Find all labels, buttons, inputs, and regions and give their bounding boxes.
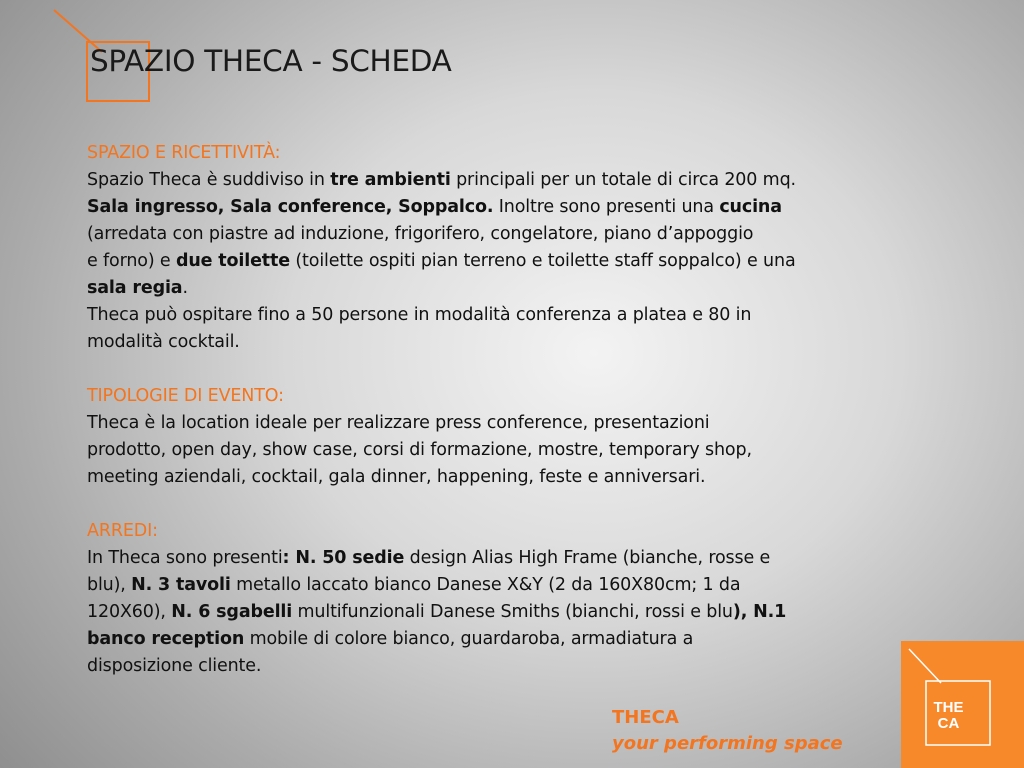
text-run: metallo laccato bianco Danese X&Y (2 da 160X80cm; 1 da	[230, 575, 741, 595]
bold-text: tre ambienti	[330, 170, 451, 190]
text-line	[87, 194, 987, 221]
bold-text: banco reception	[87, 629, 245, 649]
slide-title: SPAZIO THECA - SCHEDA	[90, 44, 452, 78]
text-run: multifunzionali Danese Smiths (bianchi, rossi e blu	[292, 602, 733, 622]
section-heading-capacity: SPAZIO E RICETTIVITÀ:	[87, 143, 281, 163]
text-line	[87, 572, 987, 599]
tagline-slogan: your performing space	[612, 733, 843, 754]
text-run: Inoltre sono presenti una	[493, 197, 720, 217]
text-line	[87, 545, 987, 572]
text-line: modalità cocktail.	[87, 332, 240, 352]
bold-text: cucina	[719, 197, 782, 217]
logo-line-1: THE	[933, 699, 964, 716]
bold-text: sala regia	[87, 278, 183, 298]
bold-text: due toilette	[175, 251, 290, 271]
text-run: e forno) e	[87, 251, 176, 271]
logo-line-2: CA	[937, 715, 960, 732]
bold-text: N. 3 tavoli	[131, 575, 231, 595]
theca-logo	[901, 641, 1024, 768]
text-line: Theca può ospitare fino a 50 persone in modalità conferenza a platea e 80 in	[87, 305, 752, 325]
text-run: 120X60),	[87, 602, 172, 622]
spacer	[87, 356, 987, 383]
tagline-brand: THECA	[612, 707, 679, 728]
text-line	[87, 626, 987, 653]
text-line: prodotto, open day, show case, corsi di formazione, mostre, temporary shop,	[87, 440, 752, 460]
tagline	[612, 705, 843, 757]
section-heading-furniture: ARREDI:	[87, 521, 158, 541]
text-line	[87, 599, 987, 626]
text-line: (arredata con piastre ad induzione, frigorifero, congelatore, piano d’appoggio	[87, 224, 754, 244]
section-capacity	[87, 140, 987, 356]
text-line: disposizione cliente.	[87, 656, 262, 676]
section-heading-events: TIPOLOGIE DI EVENTO:	[87, 386, 284, 406]
text-line	[87, 248, 987, 275]
text-run: mobile di colore bianco, guardaroba, armadiatura a	[244, 629, 694, 649]
text-line	[87, 275, 987, 302]
logo-wordmark	[901, 700, 996, 732]
bold-text: Sala ingresso, Sala conference, Soppalco.	[87, 197, 494, 217]
bold-text: N. 6 sgabelli	[171, 602, 293, 622]
spacer	[87, 491, 987, 518]
section-furniture	[87, 518, 987, 680]
bold-text: ), N.1	[732, 602, 787, 622]
text-run: In Theca sono presenti	[87, 548, 283, 568]
slide-body	[87, 140, 987, 680]
text-run: .	[182, 278, 188, 298]
text-line: Theca è la location ideale per realizzare press conference, presentazioni	[87, 413, 710, 433]
text-run: blu),	[87, 575, 132, 595]
text-run: (toilette ospiti pian terreno e toilette staff soppalco) e una	[289, 251, 796, 271]
section-events	[87, 383, 987, 491]
text-run: Spazio Theca è suddiviso in	[87, 170, 331, 190]
text-run: design Alias High Frame (bianche, rosse e	[404, 548, 771, 568]
text-line	[87, 167, 987, 194]
bold-text: : N. 50 sedie	[282, 548, 405, 568]
text-run: principali per un totale di circa 200 mq.	[450, 170, 796, 190]
text-line: meeting aziendali, cocktail, gala dinner, happening, feste e anniversari.	[87, 467, 706, 487]
